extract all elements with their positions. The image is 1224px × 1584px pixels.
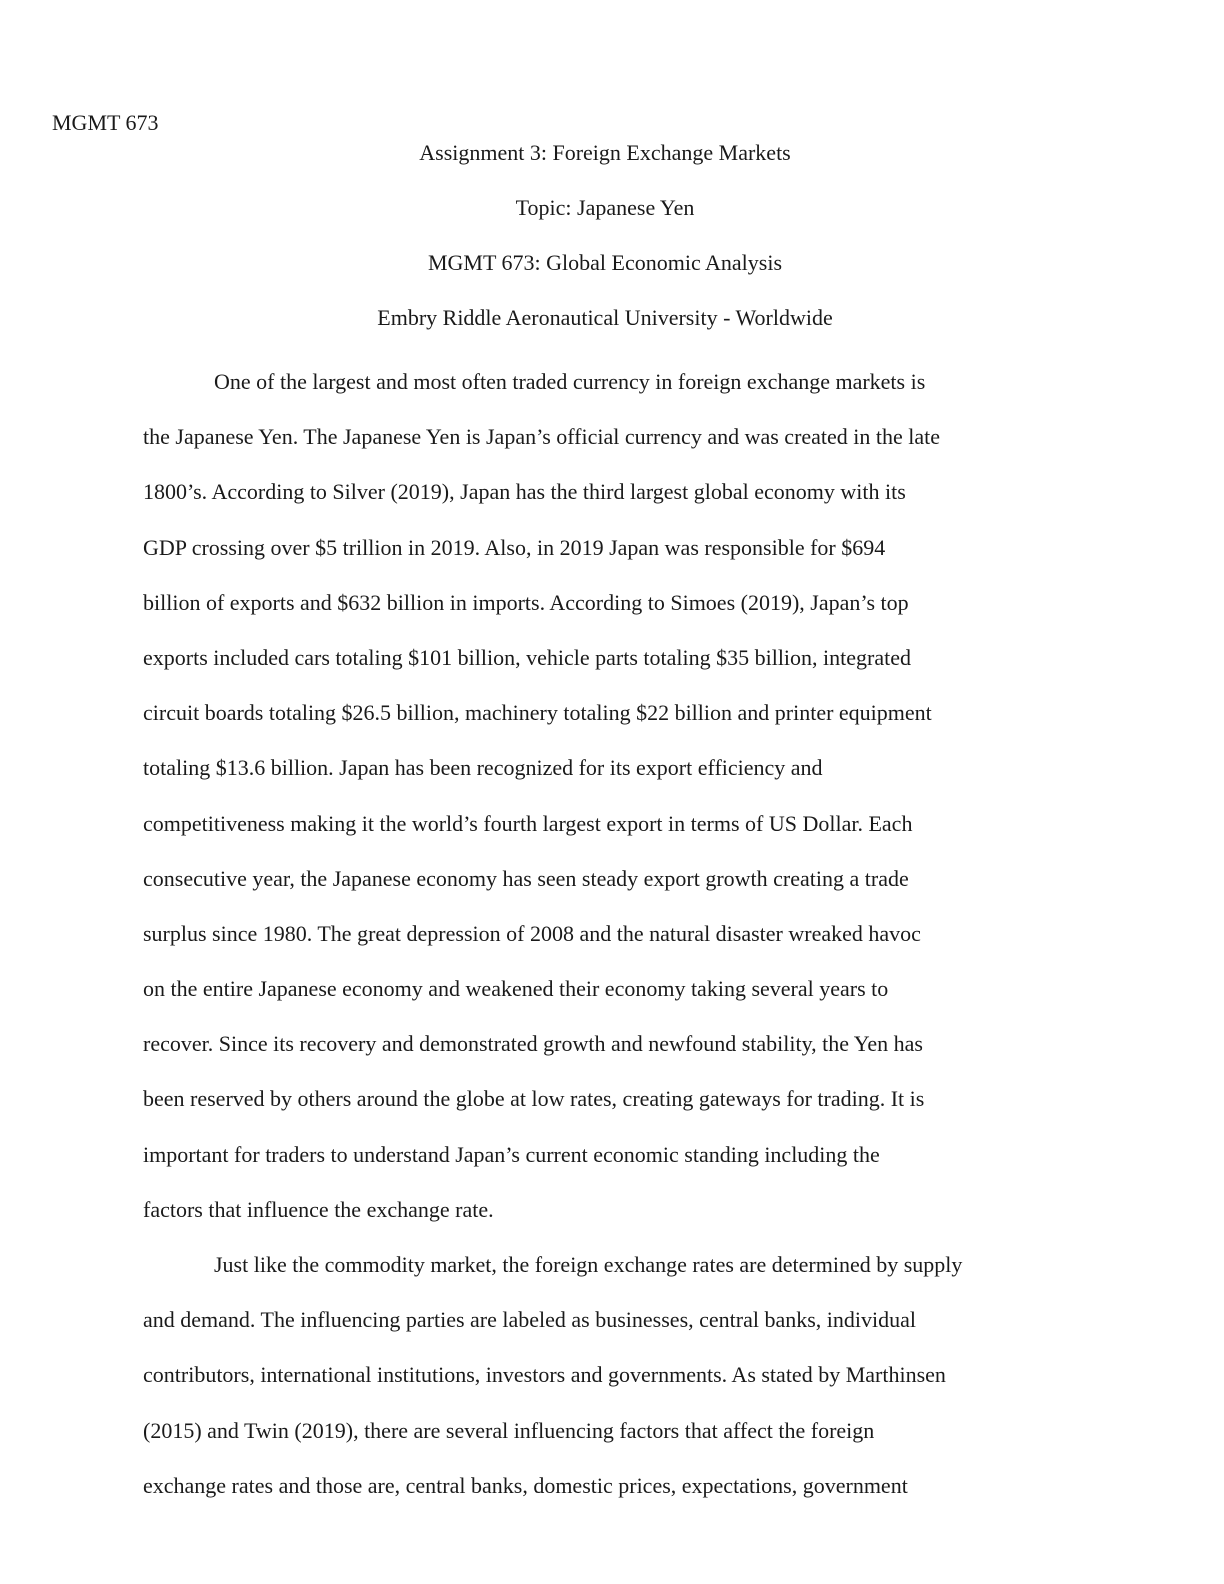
text-line: totaling $13.6 billion. Japan has been recognized for its export efficiency and [143, 755, 823, 781]
text-line: and demand. The influencing parties are labeled as businesses, central banks, individual [143, 1307, 917, 1333]
text-line: recover. Since its recovery and demonstrated growth and newfound stability, the Yen has [143, 1031, 923, 1057]
text-line: (2015) and Twin (2019), there are several influencing factors that affect the foreign [143, 1417, 875, 1443]
text-line: surplus since 1980. The great depression of 2008 and the natural disaster wreaked havoc [143, 920, 921, 946]
body-text [143, 365, 1043, 1524]
text-line: the Japanese Yen. The Japanese Yen is Japan’s official currency and was created in the late [143, 424, 941, 450]
text-line: circuit boards totaling $26.5 billion, machinery totaling $22 billion and printer equipment [143, 700, 932, 726]
text-line: billion of exports and $632 billion in imports. According to Simoes (2019), Japan’s top [143, 589, 909, 615]
institution-line: Embry Riddle Aeronautical University - Worldwide [377, 305, 833, 330]
course-line: MGMT 673: Global Economic Analysis [427, 250, 783, 275]
text-line: on the entire Japanese economy and weakened their economy taking several years to [143, 976, 889, 1002]
text-line: important for traders to understand Japan’s current economic standing including the [143, 1141, 880, 1167]
running-head: MGMT 673 [52, 110, 159, 135]
title-block [0, 138, 1210, 358]
text-line: 1800’s. According to Silver (2019), Japan has the third largest global economy with its [143, 479, 906, 505]
text-line: exports included cars totaling $101 billion, vehicle parts totaling $35 billion, integrated [143, 644, 912, 670]
text-line: One of the largest and most often traded currency in foreign exchange markets is [214, 369, 926, 394]
topic-line: Topic: Japanese Yen [515, 195, 695, 220]
text-line: contributors, international institutions, investors and governments. As stated by Marthinsen [143, 1362, 946, 1388]
paragraph-2 [143, 1248, 1043, 1524]
text-line: Just like the commodity market, the foreign exchange rates are determined by supply [214, 1252, 963, 1277]
paragraph-1 [143, 365, 1043, 1248]
text-line: factors that influence the exchange rate. [143, 1196, 494, 1222]
text-line: been reserved by others around the globe at low rates, creating gateways for trading. It is [143, 1086, 925, 1112]
text-line: competitiveness making it the world’s fourth largest export in terms of US Dollar. Each [143, 810, 913, 836]
text-line: GDP crossing over $5 trillion in 2019. Also, in 2019 Japan was responsible for $694 [143, 534, 886, 560]
text-line: consecutive year, the Japanese economy has seen steady export growth creating a trade [143, 865, 909, 891]
text-line: exchange rates and those are, central banks, domestic prices, expectations, government [143, 1472, 908, 1498]
assignment-title: Assignment 3: Foreign Exchange Markets [419, 140, 791, 165]
